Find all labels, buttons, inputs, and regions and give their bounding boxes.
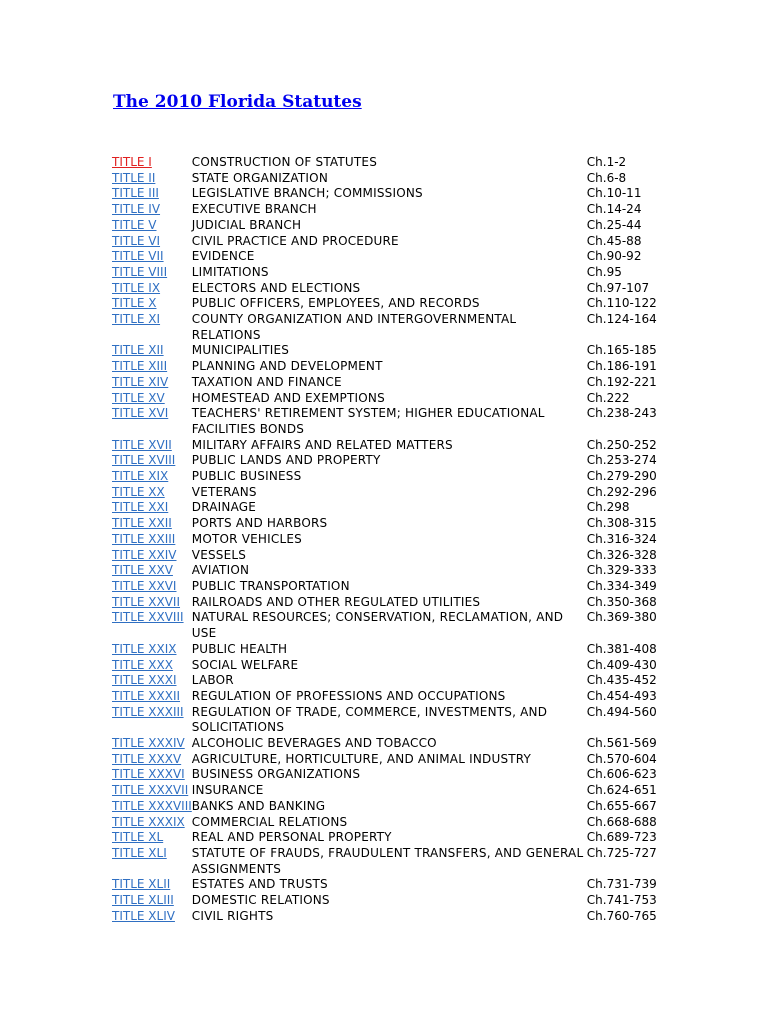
chapter-range: Ch.731-739 [586,877,657,892]
chapter-range: Ch.409-430 [586,657,657,672]
chapter-range: Ch.97-107 [586,280,650,295]
table-row [112,281,677,297]
title-name: PLANNING AND DEVELOPMENT [191,359,383,374]
chapter-range: Ch.238-243 [586,406,657,421]
title-cell [112,579,192,595]
title-cell [112,218,192,234]
table-row [112,359,677,375]
title-name: CIVIL PRACTICE AND PROCEDURE [191,233,399,248]
title-name: HOMESTEAD AND EXEMPTIONS [191,390,385,405]
title-cell [112,799,192,815]
title-name: BUSINESS ORGANIZATIONS [191,767,361,782]
title-name: DOMESTIC RELATIONS [191,893,330,908]
title-link[interactable]: TITLE XIV [112,374,169,389]
chapter-range: Ch.689-723 [586,830,657,845]
title-link[interactable]: TITLE I [112,155,152,169]
title-name: ELECTORS AND ELECTIONS [191,280,361,295]
table-row [112,830,677,846]
chapter-range: Ch.25-44 [586,217,642,232]
title-name: ESTATES AND TRUSTS [191,877,328,892]
title-link[interactable]: TITLE II [112,170,156,185]
table-row [112,579,677,595]
title-name: SOCIAL WELFARE [191,657,299,672]
title-cell [112,202,192,218]
title-cell [112,548,192,564]
title-cell [112,563,192,579]
chapter-range: Ch.308-315 [586,516,657,531]
title-name: MILITARY AFFAIRS AND RELATED MATTERS [191,437,453,452]
title-name: DRAINAGE [191,500,257,515]
title-link[interactable]: TITLE XXXV [112,751,182,766]
title-link[interactable]: TITLE XXVIII [112,610,184,625]
chapter-range: Ch.165-185 [586,343,657,358]
chapter-range: Ch.494-560 [586,704,657,719]
chapter-range: Ch.90-92 [586,249,642,264]
title-link[interactable]: TITLE IV [112,202,161,217]
title-cell [112,391,192,407]
title-cell [112,830,192,846]
title-cell [112,406,192,437]
title-link[interactable]: TITLE VIII [112,264,168,279]
table-row [112,171,677,187]
table-row [112,265,677,281]
chapter-range: Ch.668-688 [586,814,657,829]
title-link[interactable]: TITLE XIII [112,359,168,374]
title-cell [112,689,192,705]
title-name: REAL AND PERSONAL PROPERTY [191,830,392,845]
table-row [112,343,677,359]
title-name: PUBLIC HEALTH [191,641,288,656]
title-name: PUBLIC OFFICERS, EMPLOYEES, AND RECORDS [191,296,480,311]
table-row [112,815,677,831]
table-row [112,249,677,265]
table-row [112,548,677,564]
table-row [112,893,677,909]
title-link[interactable]: TITLE XXVI [112,578,177,593]
chapter-range: Ch.741-753 [586,893,657,908]
title-name: CIVIL RIGHTS [191,908,274,923]
title-cell [112,485,192,501]
chapter-range: Ch.326-328 [586,547,657,562]
table-row [112,485,677,501]
table-row [112,767,677,783]
title-link[interactable]: TITLE XVIII [112,453,176,468]
title-link[interactable]: TITLE XIX [112,469,169,484]
title-name: TAXATION AND FINANCE [191,374,342,389]
table-row [112,375,677,391]
chapter-range: Ch.454-493 [586,688,657,703]
title-link[interactable]: TITLE XXIX [112,641,177,656]
table-row [112,846,677,877]
title-link[interactable]: TITLE XXXII [112,688,181,703]
title-cell [112,610,192,641]
title-cell [112,265,192,281]
title-link[interactable]: TITLE XI [112,312,161,327]
title-link[interactable]: TITLE V [112,217,157,232]
title-link[interactable]: TITLE XLIV [112,908,175,923]
table-row [112,532,677,548]
chapter-range: Ch.250-252 [586,437,657,452]
title-link[interactable]: TITLE VI [112,233,161,248]
chapter-range: Ch.192-221 [586,374,657,389]
title-link[interactable]: TITLE XX [112,484,165,499]
table-row [112,658,677,674]
table-row [112,752,677,768]
chapter-range: Ch.334-349 [586,578,657,593]
table-row [112,406,677,437]
title-name: MOTOR VEHICLES [191,531,302,546]
title-link[interactable]: TITLE XXXIV [112,736,185,751]
title-name: COUNTY ORGANIZATION AND INTERGOVERNMENTAL RELATIONS [191,312,517,342]
title-name: AGRICULTURE, HORTICULTURE, AND ANIMAL INDUSTRY [191,751,532,766]
title-name: PUBLIC LANDS AND PROPERTY [191,453,381,468]
title-link[interactable]: TITLE XXXIX [112,814,185,829]
chapter-range: Ch.655-667 [586,798,657,813]
title-name: LEGISLATIVE BRANCH; COMMISSIONS [191,186,423,201]
table-row [112,610,677,641]
title-cell [112,532,192,548]
title-link[interactable]: TITLE XXII [112,516,172,531]
chapter-range: Ch.124-164 [586,312,657,327]
table-row [112,689,677,705]
chapter-range: Ch.253-274 [586,453,657,468]
title-link[interactable]: TITLE XV [112,390,165,405]
title-name: RAILROADS AND OTHER REGULATED UTILITIES [191,594,481,609]
title-link[interactable]: TITLE XXXVI [112,767,185,782]
title-cell [112,186,192,202]
table-row [112,736,677,752]
table-row [112,563,677,579]
title-link[interactable]: TITLE XLIII [112,893,174,908]
title-link[interactable]: TITLE IX [112,280,161,295]
title-link[interactable]: TITLE XVI [112,406,169,421]
title-name: PORTS AND HARBORS [191,516,328,531]
title-cell [112,500,192,516]
table-row [112,783,677,799]
table-row [112,595,677,611]
title-link[interactable]: TITLE XXIII [112,531,176,546]
table-row [112,642,677,658]
title-link[interactable]: TITLE XVII [112,437,172,452]
title-name: AVIATION [191,563,250,578]
chapter-range: Ch.186-191 [586,359,657,374]
chapter-range: Ch.570-604 [586,751,657,766]
chapter-range: Ch.435-452 [586,673,657,688]
title-link[interactable]: TITLE III [112,186,159,201]
table-row [112,312,677,343]
title-name: VESSELS [191,547,247,562]
table-row [112,202,677,218]
chapter-range: Ch.624-651 [586,783,657,798]
title-cell [112,234,192,250]
title-link[interactable]: TITLE XLII [112,877,171,892]
table-row [112,705,677,736]
title-cell [112,249,192,265]
table-row [112,799,677,815]
title-name: LABOR [191,673,234,688]
chapter-range: Ch.316-324 [586,531,657,546]
chapter-range: Ch.45-88 [586,233,642,248]
title-name: STATUTE OF FRAUDS, FRAUDULENT TRANSFERS, AND GENERAL ASSIGNMENTS [191,845,584,876]
page-title[interactable]: The 2010 Florida Statutes [113,92,362,112]
table-row [112,469,677,485]
title-link[interactable]: TITLE XXV [112,563,173,578]
table-row [112,438,677,454]
title-cell [112,595,192,611]
title-cell [112,705,192,736]
chapter-range: Ch.279-290 [586,469,657,484]
title-name: MUNICIPALITIES [191,343,290,358]
chapter-range: Ch.10-11 [586,186,642,201]
title-link[interactable]: TITLE XII [112,343,164,358]
chapter-range: Ch.329-333 [586,563,657,578]
title-cell [112,752,192,768]
title-name: NATURAL RESOURCES; CONSERVATION, RECLAMATION, AND USE [191,610,564,641]
title-link[interactable]: TITLE XLI [112,845,167,860]
chapter-range: Ch.292-296 [586,484,657,499]
chapter-range: Ch.606-623 [586,767,657,782]
title-cell [112,642,192,658]
title-name: JUDICIAL BRANCH [191,217,302,232]
title-cell [112,783,192,799]
title-cell [112,296,192,312]
title-cell [112,281,192,297]
title-cell [112,673,192,689]
title-cell [112,343,192,359]
title-cell [112,453,192,469]
title-cell [112,736,192,752]
title-name: COMMERCIAL RELATIONS [191,814,348,829]
title-name: PUBLIC TRANSPORTATION [191,578,350,593]
title-cell [112,155,192,171]
title-name: PUBLIC BUSINESS [191,469,302,484]
title-cell [112,658,192,674]
title-link[interactable]: TITLE XXX [112,657,173,672]
chapter-range: Ch.222 [586,390,630,405]
table-row [112,186,677,202]
table-row [112,673,677,689]
title-name: BANKS AND BANKING [191,798,326,813]
table-row [112,453,677,469]
title-cell [112,469,192,485]
chapter-range: Ch.14-24 [586,202,642,217]
title-name: INSURANCE [191,783,264,798]
title-name: TEACHERS' RETIREMENT SYSTEM; HIGHER EDUCATIONAL FACILITIES BONDS [191,406,545,436]
title-link[interactable]: TITLE XXXVIII [112,798,192,813]
chapter-range: Ch.110-122 [586,296,657,311]
title-cell [112,909,192,925]
table-row [112,155,677,171]
chapter-range: Ch.350-368 [586,594,657,609]
title-cell [112,375,192,391]
title-link[interactable]: TITLE XXIV [112,547,177,562]
title-link[interactable]: TITLE XXXI [112,673,177,688]
chapter-range: Ch.369-380 [586,610,657,625]
table-row [112,391,677,407]
title-link[interactable]: TITLE VII [112,249,164,264]
title-cell [112,767,192,783]
title-name: LIMITATIONS [191,264,269,279]
chapter-range: Ch.298 [586,500,630,515]
title-cell [112,877,192,893]
title-cell [112,846,192,877]
title-cell [112,815,192,831]
table-row [112,296,677,312]
chapter-range: Ch.95 [586,264,622,279]
title-cell [112,516,192,532]
table-row [112,234,677,250]
table-row [112,516,677,532]
statutes-table [112,155,677,924]
title-link[interactable]: TITLE XL [112,830,164,845]
chapter-range: Ch.561-569 [586,736,657,751]
title-name: STATE ORGANIZATION [191,170,328,185]
title-name: REGULATION OF TRADE, COMMERCE, INVESTMENTS, AND SOLICITATIONS [191,704,548,735]
title-cell [112,312,192,343]
title-link[interactable]: TITLE XXVII [112,594,181,609]
chapter-range: Ch.6-8 [586,170,627,185]
chapter-range: Ch.760-765 [586,908,657,923]
table-row [112,218,677,234]
chapter-range: Ch.381-408 [586,641,657,656]
chapter-range: Ch.725-727 [586,845,657,860]
title-name: EXECUTIVE BRANCH [191,202,317,217]
title-link[interactable]: TITLE XXI [112,500,169,515]
title-cell [112,359,192,375]
title-name: VETERANS [191,484,257,499]
title-cell [112,893,192,909]
table-row [112,909,677,925]
title-name: ALCOHOLIC BEVERAGES AND TOBACCO [191,736,437,751]
statutes-table-body [112,155,677,924]
chapter-range: Ch.1-2 [586,155,627,169]
title-cell [112,171,192,187]
title-link[interactable]: TITLE X [112,296,157,311]
title-name: REGULATION OF PROFESSIONS AND OCCUPATIONS [191,688,506,703]
title-name: EVIDENCE [191,249,255,264]
title-name: CONSTRUCTION OF STATUTES [191,155,378,169]
title-cell [112,438,192,454]
table-row [112,500,677,516]
title-link[interactable]: TITLE XXXIII [112,704,184,719]
title-link[interactable]: TITLE XXXVII [112,783,189,798]
table-row [112,877,677,893]
